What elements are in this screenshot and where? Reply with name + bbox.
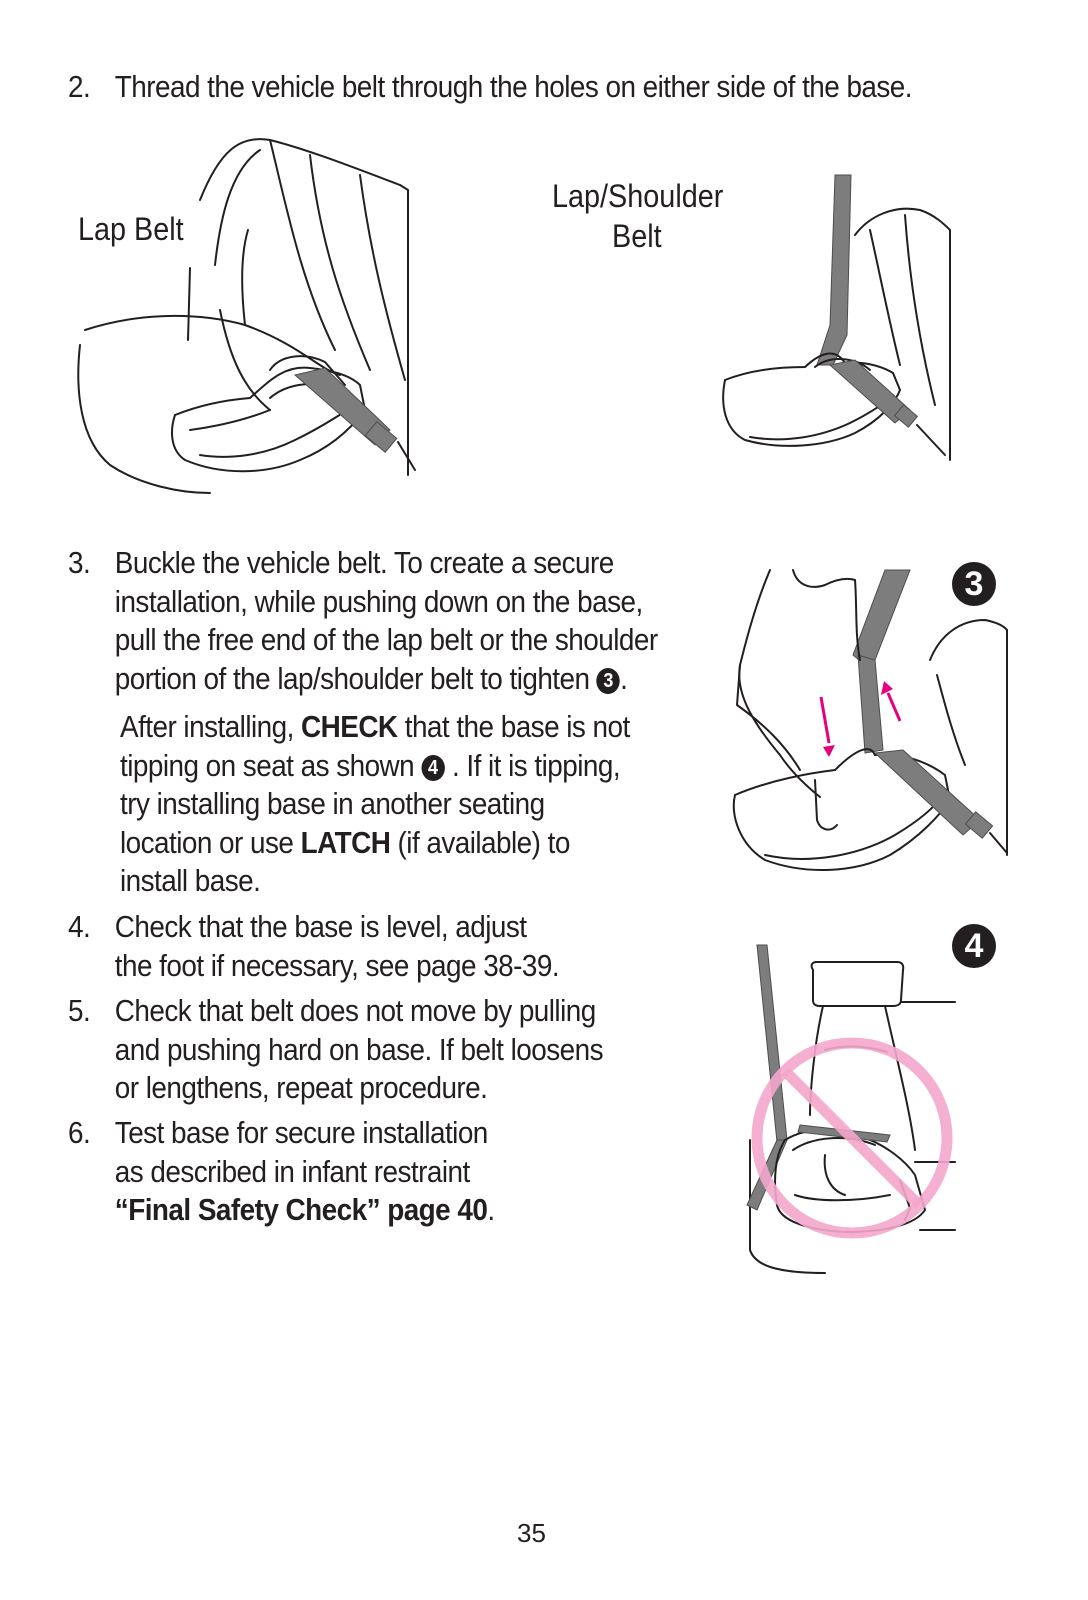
step-6-line-3 bbox=[115, 1191, 495, 1230]
tightening-belt-illustration bbox=[725, 565, 1015, 885]
step-3-period: . bbox=[620, 660, 628, 696]
after-line-4 bbox=[120, 824, 630, 863]
figure-4-badge: 4 bbox=[952, 924, 996, 968]
step-5-line-1: Check that belt does not move by pulling bbox=[114, 993, 596, 1028]
figure-3-badge: 3 bbox=[952, 562, 996, 606]
latch-emphasis: LATCH bbox=[300, 824, 391, 860]
after-text-4: . If it is tipping, bbox=[444, 747, 621, 783]
step-number: 3. bbox=[68, 545, 91, 580]
step-text: Thread the vehicle belt through the holes on either side of the base. bbox=[114, 69, 913, 104]
step-number: 5. bbox=[68, 993, 91, 1028]
lap-shoulder-belt-illustration bbox=[705, 175, 965, 475]
step-6-period: . bbox=[487, 1192, 495, 1227]
step-3-line-4 bbox=[115, 660, 628, 699]
step-3-line-3: pull the free end of the lap belt or the shoulder bbox=[114, 622, 658, 657]
tipping-base-illustration bbox=[715, 940, 965, 1280]
step-number: 4. bbox=[68, 909, 91, 944]
step-6-line-2: as described in infant restraint bbox=[114, 1153, 470, 1189]
step-6-line-1: Test base for secure installation bbox=[114, 1115, 488, 1150]
page-number: 35 bbox=[517, 1518, 546, 1548]
after-text-3: tipping on seat as shown bbox=[120, 747, 422, 783]
after-line-1 bbox=[120, 708, 630, 747]
figure-4-reference-badge: 4 bbox=[421, 755, 444, 781]
final-safety-check-reference: “Final Safety Check” page 40 bbox=[114, 1192, 488, 1227]
step-5-line-2: and pushing hard on base. If belt loosens bbox=[114, 1031, 603, 1067]
step-3-line-1: Buckle the vehicle belt. To create a secure bbox=[114, 545, 614, 580]
after-line-5: install base. bbox=[120, 863, 261, 898]
lap-belt-label: Lap Belt bbox=[78, 211, 184, 247]
after-text-1: After installing, bbox=[120, 709, 302, 744]
step-4-line-2: the foot if necessary, see page 38-39. bbox=[114, 947, 560, 983]
step-3-line-4-text: portion of the lap/shoulder belt to tighten bbox=[114, 660, 590, 696]
lap-shoulder-belt-label-line-2: Belt bbox=[612, 218, 662, 254]
lap-belt-illustration bbox=[70, 130, 430, 500]
check-emphasis: CHECK bbox=[301, 709, 398, 744]
step-4-line-1: Check that the base is level, adjust bbox=[114, 909, 527, 944]
after-text-6: location or use bbox=[120, 824, 301, 860]
figure-3-reference-badge: 3 bbox=[597, 668, 620, 694]
lap-shoulder-belt-label-line-1: Lap/Shoulder bbox=[552, 178, 724, 214]
step-number: 6. bbox=[68, 1115, 91, 1150]
after-line-3: try installing base in another seating bbox=[120, 786, 545, 821]
after-text-7: (if available) to bbox=[390, 824, 570, 860]
step-number: 2. bbox=[68, 69, 91, 104]
step-3-after-installing bbox=[120, 708, 630, 901]
step-3-line-2: installation, while pushing down on the base, bbox=[114, 583, 643, 619]
after-text-2: that the base is not bbox=[397, 709, 630, 744]
step-5-line-3: or lengthens, repeat procedure. bbox=[114, 1070, 488, 1105]
after-line-2 bbox=[120, 747, 630, 786]
